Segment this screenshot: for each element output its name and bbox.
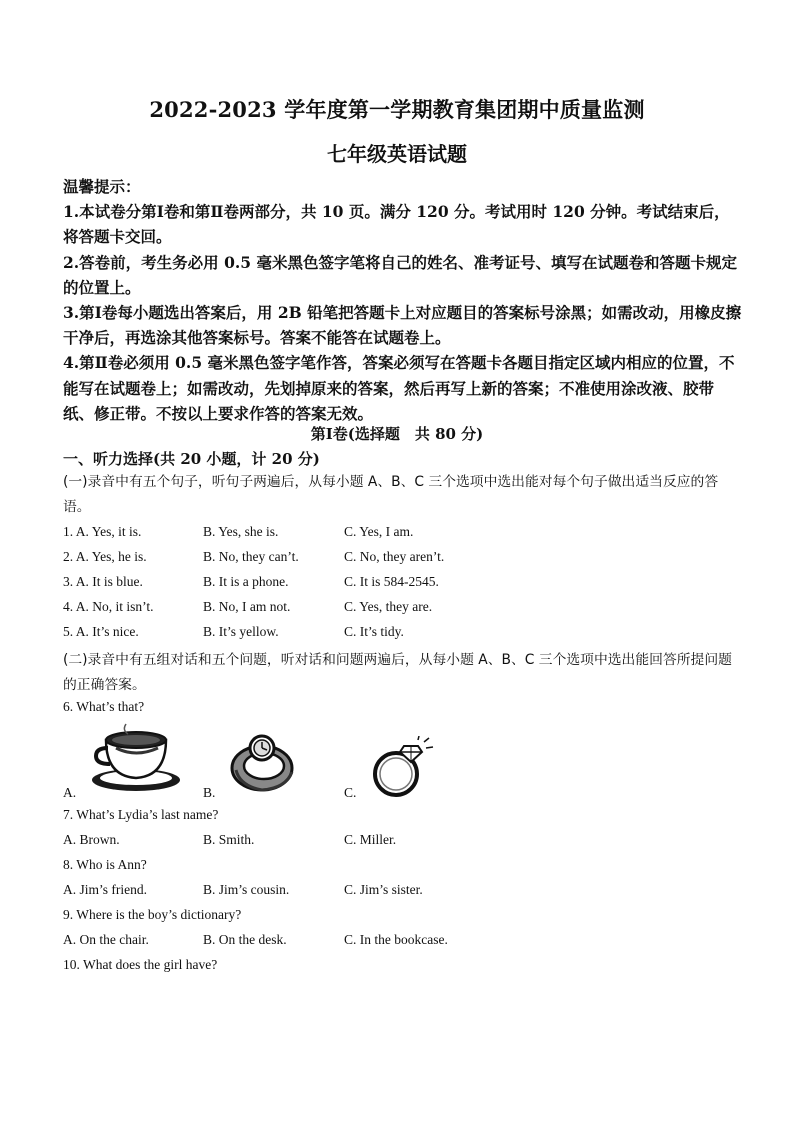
option-c-label: C. xyxy=(344,785,357,800)
note-item: 3.第Ⅰ卷每小题选出答案后，用 2B 铅笔把答题卡上对应题目的答案标号涂黑；如需改动，用橡皮擦干净后，再选涂其他答案标号。答案不能答在试题卷上。 xyxy=(63,303,742,348)
exam-subtitle: 七年级英语试题 xyxy=(327,142,467,166)
option-a: 3. A. It is blue. xyxy=(63,574,143,589)
watch-icon xyxy=(228,730,298,796)
note-item: 4.第Ⅱ卷必须用 0.5 毫米黑色签字笔作答，答案必须写在答题卡各题目指定区域内相应的位置，不能写在试题卷上；如需改动，先划掉原来的答案，然后再写上新的答案；不准使用涂改液、胶带纸、修正带。不按以上要求作答的答案无效。 xyxy=(63,353,735,423)
option-c: C. It is 584-2545. xyxy=(344,574,439,589)
instruction-2: (二)录音中有五组对话和五个问题，听对话和问题两遍后，从每小题 A、B、C 三个选项中选出能回答所提问题的正确答案。 xyxy=(63,652,732,693)
option-a: 1. A. Yes, it is. xyxy=(63,524,142,539)
notes-heading: 温馨提示： xyxy=(63,177,141,196)
option-b: B. Smith. xyxy=(203,832,255,847)
option-c: C. Jim’s sister. xyxy=(344,882,423,897)
note-item: 1.本试卷分第Ⅰ卷和第Ⅱ卷两部分，共 10 页。满分 120 分。考试用时 120 分钟。考试结束后，将答题卡交回。 xyxy=(63,202,730,247)
option-c: C. It’s tidy. xyxy=(344,624,404,639)
option-a: A. Jim’s friend. xyxy=(63,882,147,897)
option-c: C. In the bookcase. xyxy=(344,932,448,947)
question-6: 6. What’s that? xyxy=(63,699,145,714)
option-b-label: B. xyxy=(203,785,216,800)
question-9: 9. Where is the boy’s dictionary? xyxy=(63,907,242,922)
option-c: C. Miller. xyxy=(344,832,397,847)
option-b: B. No, I am not. xyxy=(203,599,291,614)
option-a: A. Brown. xyxy=(63,832,120,847)
option-a-label: A. xyxy=(63,785,77,800)
question-8: 8. Who is Ann? xyxy=(63,857,147,872)
notes-block xyxy=(63,174,743,426)
note-item: 2.答卷前，考生务必用 0.5 毫米黑色签字笔将自己的姓名、准考证号、填写在试题卷和答题卡规定的位置上。 xyxy=(63,252,737,297)
option-c: C. No, they aren’t. xyxy=(344,549,445,564)
option-b: B. On the desk. xyxy=(203,932,287,947)
instruction-1: (一)录音中有五个句子，听句子两遍后，从每小题 A、B、C 三个选项中选出能对每个句子做出适当反应的答语。 xyxy=(63,474,719,515)
option-b: B. It’s yellow. xyxy=(203,624,279,639)
teacup-icon xyxy=(86,718,186,800)
option-a: 2. A. Yes, he is. xyxy=(63,549,147,564)
option-c: C. Yes, they are. xyxy=(344,599,433,614)
option-b: B. It is a phone. xyxy=(203,574,289,589)
section-title: 第Ⅰ卷(选择题 共 80 分) xyxy=(310,425,484,443)
option-a: 5. A. It’s nice. xyxy=(63,624,139,639)
part-heading: 一、听力选择(共 20 小题，计 20 分) xyxy=(63,450,320,468)
option-b: B. Jim’s cousin. xyxy=(203,882,290,897)
option-c: C. Yes, I am. xyxy=(344,524,414,539)
option-b: B. Yes, she is. xyxy=(203,524,279,539)
question-7: 7. What’s Lydia’s last name? xyxy=(63,807,219,822)
ring-icon xyxy=(366,736,438,798)
option-b: B. No, they can’t. xyxy=(203,549,299,564)
option-a: 4. A. No, it isn’t. xyxy=(63,599,154,614)
option-a: A. On the chair. xyxy=(63,932,149,947)
exam-title: 2022-2023 学年度第一学期教育集团期中质量监测 xyxy=(149,97,645,122)
question-10: 10. What does the girl have? xyxy=(63,957,218,972)
